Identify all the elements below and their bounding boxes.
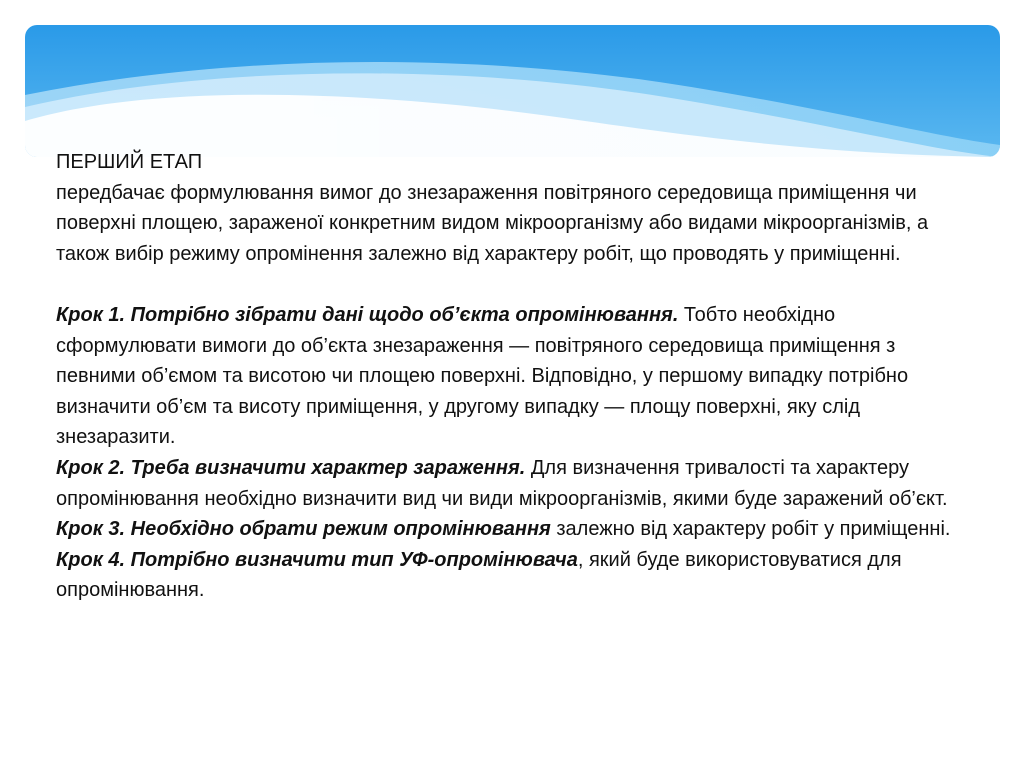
step-4 — [56, 545, 976, 606]
header-banner — [25, 25, 1000, 157]
slide-body — [56, 147, 976, 606]
step-1 — [56, 300, 976, 453]
step-3-text: залежно від характеру робіт у приміщенні. — [550, 518, 951, 541]
step-3 — [56, 514, 976, 545]
intro-paragraph: передбачає формулювання вимог до знезараження повітряного середовища приміщення чи поверхні площею, зараженої конкретним видом мікроорганізму або видами мікроорганізмів, а також вибір режиму опромінення залежно від характеру робіт, що проводять у приміщенні. — [56, 181, 929, 265]
step-2 — [56, 453, 976, 514]
step-2-text: Для визначення тривалості та характеру опромінювання необхідно визначити вид чи види мікроорганізмів, якими буде заражений об’єкт. — [56, 456, 948, 510]
step-4-text: , який буде використовуватися для опромінювання. — [56, 548, 902, 602]
step-3-title: Крок 3. Необхідно обрати режим опромінювання — [56, 518, 551, 541]
stage-heading: ПЕРШИЙ ЕТАП — [56, 151, 203, 173]
step-1-title: Крок 1. Потрібно зібрати дані щодо об’єкта опромінювання. — [56, 303, 679, 326]
paragraph-spacer — [56, 269, 976, 300]
step-2-title: Крок 2. Треба визначити характер зараження. — [56, 456, 526, 479]
step-4-title: Крок 4. Потрібно визначити тип УФ-опромінювача — [56, 548, 578, 571]
step-1-text: Тобто необхідно сформулювати вимоги до об’єкта знезараження — повітряного середовища приміщення з певними об’ємом та висотою чи площею поверхні. Відповідно, у першому випадку потрібно визначити об’єм та висоту приміщення, у другому випадку — площу поверхні, яку слід знезаразити. — [56, 303, 909, 449]
